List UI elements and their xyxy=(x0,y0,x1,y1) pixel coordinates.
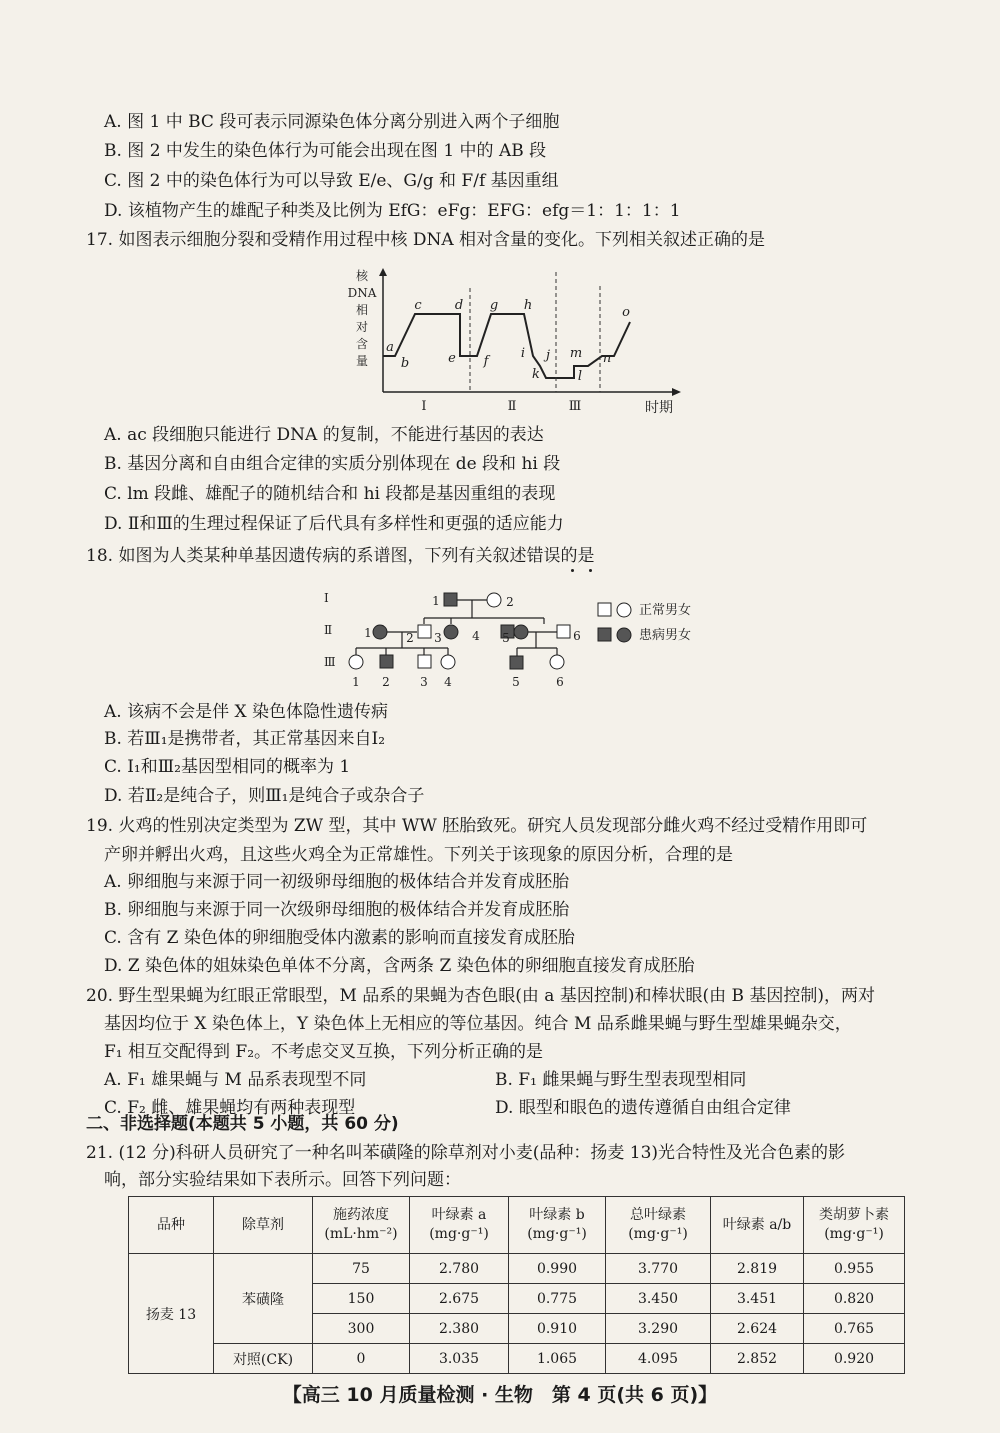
table-cell: 0.990 xyxy=(509,1254,606,1284)
q18-option-d: D. 若Ⅱ₂是纯合子，则Ⅲ₁是纯合子或杂合子 xyxy=(104,786,425,806)
q16-option-b: B. 图 2 中发生的染色体行为可能会出现在图 1 中的 AB 段 xyxy=(104,141,547,161)
q20-stem-line3: F₁ 相互交配得到 F₂。不考虑交叉互换，下列分析正确的是 xyxy=(104,1042,544,1062)
pedigree-I1 xyxy=(444,593,457,606)
table-cell: 3.451 xyxy=(711,1284,804,1314)
legend-normal-female xyxy=(617,603,631,617)
q18-option-b: B. 若Ⅲ₁是携带者，其正常基因来自Ⅰ₂ xyxy=(104,729,386,749)
q17-option-a: A. ac 段细胞只能进行 DNA 的复制，不能进行基因的表达 xyxy=(104,425,544,445)
pedigree-III3 xyxy=(418,655,431,668)
graph-xlabel: 时期 xyxy=(645,400,673,416)
label-II6: 6 xyxy=(573,629,581,643)
th-chl-ratio: 叶绿素 a/b xyxy=(711,1197,804,1254)
graph-ylabel-0: 核 xyxy=(355,269,369,283)
q19-stem-line1: 19. 火鸡的性别决定类型为 ZW 型，其中 WW 胚胎致死。研究人员发现部分雌火鸡不经过受精作用即可 xyxy=(86,816,868,836)
graph-ylabel-1: DNA xyxy=(347,286,377,300)
pedigree-II2 xyxy=(418,625,431,638)
phase-1: Ⅰ xyxy=(421,399,427,414)
table-header-row xyxy=(129,1197,905,1254)
graph-ylabel-5: 量 xyxy=(355,354,369,368)
pedigree-II4 xyxy=(444,625,458,639)
table-cell: 0 xyxy=(313,1344,410,1374)
pedigree-III6 xyxy=(550,655,564,669)
table-cell: 2.780 xyxy=(410,1254,509,1284)
point-g: g xyxy=(489,298,499,313)
point-b: b xyxy=(400,356,410,371)
graph-ylabel-4: 含 xyxy=(355,337,369,351)
cell-herbicide: 苯磺隆 xyxy=(214,1254,313,1344)
table-cell: 0.765 xyxy=(804,1314,905,1344)
point-n: n xyxy=(602,351,612,366)
q17-stem: 17. 如图表示细胞分裂和受精作用过程中核 DNA 相对含量的变化。下列相关叙述正确的是 xyxy=(86,230,766,250)
cell-variety: 扬麦 13 xyxy=(129,1254,214,1374)
point-f: f xyxy=(483,354,489,369)
pedigree-III5 xyxy=(510,656,523,669)
label-I1: 1 xyxy=(432,594,440,608)
label-III3: 3 xyxy=(420,675,428,689)
table-cell: 3.770 xyxy=(606,1254,711,1284)
dna-curve xyxy=(383,314,630,378)
section-heading: 二、非选择题(本题共 5 小题，共 60 分) xyxy=(86,1114,399,1134)
legend-affected-label: 患病男女 xyxy=(639,628,692,643)
point-k: k xyxy=(532,367,540,382)
q18-option-c: C. Ⅰ₁和Ⅲ₂基因型相同的概率为 1 xyxy=(104,757,351,777)
q20-option-c: C. F₂ 雌、雄果蝇均有两种表现型 xyxy=(104,1098,356,1118)
table-cell: 3.290 xyxy=(606,1314,711,1344)
generation-2: Ⅱ xyxy=(324,623,333,637)
table-cell: 0.820 xyxy=(804,1284,905,1314)
pedigree-II1 xyxy=(373,625,387,639)
table-cell: 0.955 xyxy=(804,1254,905,1284)
q19-option-a: A. 卵细胞与来源于同一初级卵母细胞的极体结合并发育成胚胎 xyxy=(104,872,570,892)
page-footer: 【高三 10 月质量检测 · 生物 第 4 页(共 6 页)】 xyxy=(282,1384,718,1406)
point-h: h xyxy=(523,298,533,313)
table-cell: 2.380 xyxy=(410,1314,509,1344)
point-a: a xyxy=(386,340,394,355)
legend-normal-label: 正常男女 xyxy=(639,603,692,618)
emphasis-dot-1 xyxy=(571,569,574,572)
q21-stem-line1: 21. (12 分)科研人员研究了一种名叫苯磺隆的除草剂对小麦(品种：扬麦 13)光合特性及光合色素的影 xyxy=(86,1143,846,1163)
table-cell: 150 xyxy=(313,1284,410,1314)
table-cell: 2.624 xyxy=(711,1314,804,1344)
table-cell: 300 xyxy=(313,1314,410,1344)
legend-normal-male xyxy=(598,603,611,616)
q19-option-c: C. 含有 Z 染色体的卵细胞受体内激素的影响而直接发育成胚胎 xyxy=(104,928,575,948)
pedigree-III2 xyxy=(380,655,393,668)
label-III4: 4 xyxy=(444,675,452,689)
point-i: i xyxy=(520,346,526,361)
label-II1: 1 xyxy=(364,626,372,640)
point-d: d xyxy=(454,298,464,313)
graph-ylabel-3: 对 xyxy=(355,320,369,334)
q20-option-a: A. F₁ 雄果蝇与 M 品系表现型不同 xyxy=(104,1070,367,1090)
label-II5: 5 xyxy=(502,631,510,645)
th-herbicide: 除草剂 xyxy=(214,1197,313,1254)
dna-content-graph xyxy=(330,262,700,420)
point-j: j xyxy=(545,348,551,363)
label-I2: 2 xyxy=(506,595,514,609)
table-cell: 2.852 xyxy=(711,1344,804,1374)
table-cell: 3.035 xyxy=(410,1344,509,1374)
pedigree-II5b xyxy=(514,625,528,639)
generation-3: Ⅲ xyxy=(324,655,336,669)
q19-option-b: B. 卵细胞与来源于同一次级卵母细胞的极体结合并发育成胚胎 xyxy=(104,900,570,920)
pedigree-chart xyxy=(320,584,710,692)
legend-affected-male xyxy=(598,628,611,641)
q16-option-a: A. 图 1 中 BC 段可表示同源染色体分离分别进入两个子细胞 xyxy=(104,112,560,132)
point-l: l xyxy=(577,369,583,384)
q21-stem-line2: 响，部分实验结果如下表所示。回答下列问题： xyxy=(104,1170,461,1190)
results-table xyxy=(128,1196,905,1374)
table-cell: 1.065 xyxy=(509,1344,606,1374)
th-variety: 品种 xyxy=(129,1197,214,1254)
q20-stem-line2: 基因均位于 X 染色体上，Y 染色体上无相应的等位基因。纯合 M 品系雌果蝇与野生型雄果蝇杂交， xyxy=(104,1014,852,1034)
pedigree-III4 xyxy=(441,655,455,669)
th-dose: 施药浓度 (mL·hm⁻²) xyxy=(313,1197,410,1254)
generation-1: Ⅰ xyxy=(324,591,329,605)
table-row xyxy=(129,1254,905,1284)
label-II4: 4 xyxy=(472,629,480,643)
q17-option-d: D. Ⅱ和Ⅲ的生理过程保证了后代具有多样性和更强的适应能力 xyxy=(104,514,564,534)
table-cell: 3.450 xyxy=(606,1284,711,1314)
phase-3: Ⅲ xyxy=(568,399,582,414)
q18-stem: 18. 如图为人类某种单基因遗传病的系谱图，下列有关叙述错误的是 xyxy=(86,546,595,566)
q16-option-d: D. 该植物产生的雄配子种类及比例为 EfG：eFg：EFG：efg＝1：1：1：1 xyxy=(104,201,681,221)
pedigree-I2 xyxy=(487,593,501,607)
q16-option-c: C. 图 2 中的染色体行为可以导致 E/e、G/g 和 F/f 基因重组 xyxy=(104,171,559,191)
q17-option-b: B. 基因分离和自由组合定律的实质分别体现在 de 段和 hi 段 xyxy=(104,454,561,474)
label-II3: 3 xyxy=(434,631,442,645)
th-total-chl: 总叶绿素 (mg·g⁻¹) xyxy=(606,1197,711,1254)
q20-option-d: D. 眼型和眼色的遗传遵循自由组合定律 xyxy=(495,1098,791,1118)
pedigree-II6 xyxy=(557,625,570,638)
q20-stem-line1: 20. 野生型果蝇为红眼正常眼型，M 品系的果蝇为杏色眼(由 a 基因控制)和棒状眼(由 B 基因控制)，两对 xyxy=(86,986,876,1006)
label-II2: 2 xyxy=(406,631,414,645)
table-cell: 2.675 xyxy=(410,1284,509,1314)
point-o: o xyxy=(622,305,630,320)
table-cell: 2.819 xyxy=(711,1254,804,1284)
point-e: e xyxy=(448,351,456,366)
graph-ylabel-2: 相 xyxy=(355,303,369,317)
cell-control: 对照(CK) xyxy=(214,1344,313,1374)
phase-2: Ⅱ xyxy=(507,399,517,414)
legend-affected-female xyxy=(617,628,631,642)
table-cell: 0.910 xyxy=(509,1314,606,1344)
th-chl-b: 叶绿素 b (mg·g⁻¹) xyxy=(509,1197,606,1254)
label-III6: 6 xyxy=(556,675,564,689)
point-m: m xyxy=(569,346,583,361)
table-cell: 0.775 xyxy=(509,1284,606,1314)
th-chl-a: 叶绿素 a (mg·g⁻¹) xyxy=(410,1197,509,1254)
table-cell: 75 xyxy=(313,1254,410,1284)
pedigree-III1 xyxy=(349,655,363,669)
q17-option-c: C. lm 段雌、雄配子的随机结合和 hi 段都是基因重组的表现 xyxy=(104,484,556,504)
q19-stem-line2: 产卵并孵出火鸡，且这些火鸡全为正常雄性。下列关于该现象的原因分析，合理的是 xyxy=(104,845,733,865)
table-cell: 0.920 xyxy=(804,1344,905,1374)
point-c: c xyxy=(414,298,422,313)
q19-option-d: D. Z 染色体的姐妹染色单体不分离，含两条 Z 染色体的卵细胞直接发育成胚胎 xyxy=(104,956,695,976)
q20-option-b: B. F₁ 雌果蝇与野生型表现型相同 xyxy=(495,1070,747,1090)
label-III2: 2 xyxy=(382,675,390,689)
emphasis-dot-2 xyxy=(589,569,592,572)
label-III1: 1 xyxy=(352,675,360,689)
label-III5: 5 xyxy=(512,675,520,689)
th-carotenoid: 类胡萝卜素 (mg·g⁻¹) xyxy=(804,1197,905,1254)
table-cell: 4.095 xyxy=(606,1344,711,1374)
table-row xyxy=(129,1344,905,1374)
q18-option-a: A. 该病不会是伴 X 染色体隐性遗传病 xyxy=(104,702,388,722)
